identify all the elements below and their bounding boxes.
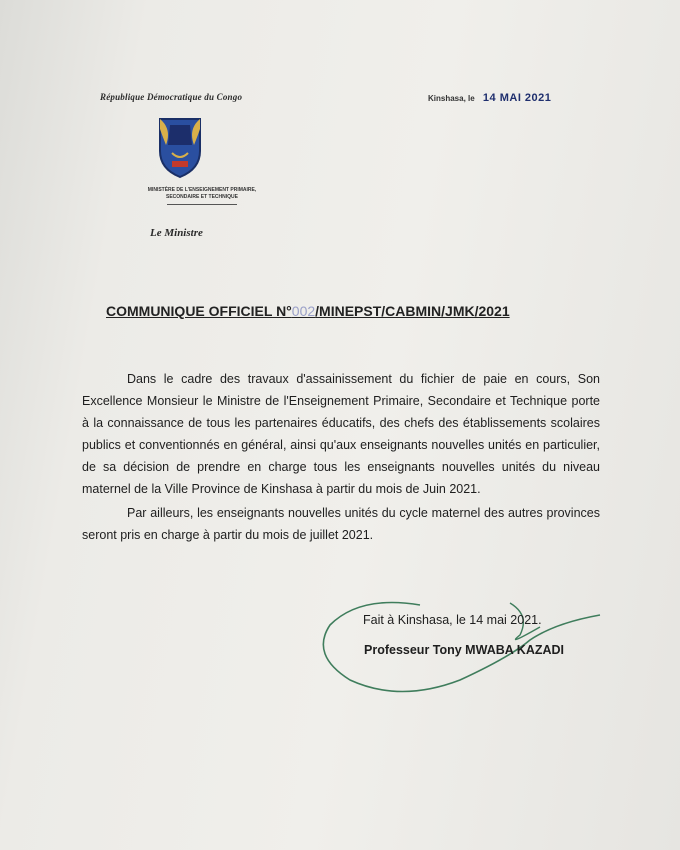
date-stamp: 14 MAI 2021: [482, 92, 552, 104]
signed-at: Fait à Kinshasa, le 14 mai 2021.: [363, 613, 542, 627]
signatory-name: Professeur Tony MWABA KAZADI: [364, 643, 565, 657]
paragraph-2: Par ailleurs, les enseignants nouvelles unités du cycle maternel des autres provinces seront pris en charge à partir du mois de juillet 2021.: [82, 506, 600, 542]
coat-of-arms-icon: [152, 115, 208, 179]
ministry-name: [112, 187, 292, 205]
title-number: 002: [291, 303, 316, 319]
ministry-divider: [167, 204, 237, 205]
ministry-line-2: SECONDAIRE ET TECHNIQUE: [166, 194, 238, 200]
communique-title: [106, 303, 586, 319]
communique-body: [82, 368, 600, 548]
title-suffix: /MINEPST/CABMIN/JMK/2021: [315, 303, 510, 319]
paragraph-1: Dans le cadre des travaux d'assainissement du fichier de paie en cours, Son Excellence Monsieur le Ministre de l'Enseignement Primaire, Secondaire et Technique porte à la connaissance de tous les partenaires éducatifs, des chefs des établissements scolaires publics et conventionnés en général, ainsi qu'aux enseignants nouvelles unités en particulier, de sa décision de prendre en charge tous les enseignants nouvelles unités du niveau maternel de la Ville Province de Kinshasa à partir du mois de Juin 2021.: [82, 372, 600, 496]
minister-title: Le Ministre: [150, 227, 203, 239]
place-label: Kinshasa, le: [428, 94, 475, 103]
title-prefix: COMMUNIQUE OFFICIEL N°: [106, 303, 292, 319]
place-date: [428, 92, 551, 104]
letterhead-country: République Démocratique du Congo: [100, 92, 243, 102]
ministry-line-1: MINISTÈRE DE L'ENSEIGNEMENT PRIMAIRE,: [147, 187, 257, 193]
